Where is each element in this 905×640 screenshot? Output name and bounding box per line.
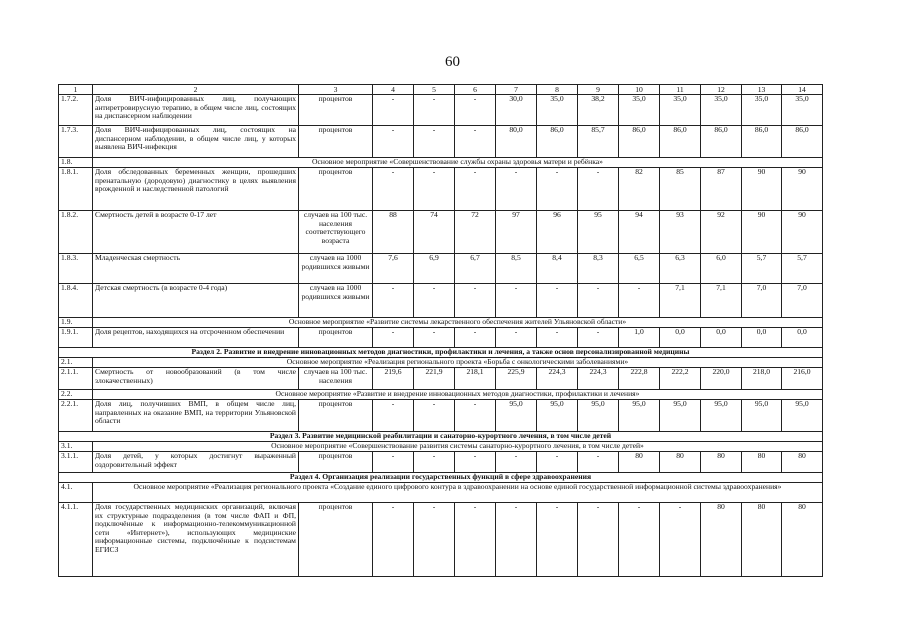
row-code: 1.8.1. [59,168,93,211]
value-cell: 96 [537,211,578,254]
value-cell: - [414,284,455,318]
value-cell: 6,9 [414,254,455,284]
value-cell: - [660,503,701,577]
value-cell: 90 [782,168,823,211]
value-cell: 72 [455,211,496,254]
indicator-name: Доля ВИЧ-инфицированных лиц, получающих антиретровирусную терапию, в общем числе лиц, состоящих на диспансерном наблюдении [93,95,299,126]
section-title: Основное мероприятие «Совершенствование службы охраны здоровья матери и ребёнка» [93,158,823,168]
value-cell: 8,4 [537,254,578,284]
value-cell: - [455,168,496,211]
table-row [59,211,823,254]
value-cell: - [537,452,578,473]
value-cell: 6,5 [619,254,660,284]
value-cell: - [414,452,455,473]
value-cell: 90 [742,211,782,254]
value-cell: - [496,452,537,473]
value-cell: 7,0 [782,284,823,318]
value-cell: 80,0 [496,126,537,158]
chapter-heading-row [59,473,823,483]
unit: случаев на 100 тыс. населения соответствующего возраста [299,211,373,254]
value-cell: 35,0 [701,95,742,126]
value-cell: 90 [742,168,782,211]
value-cell: 87 [701,168,742,211]
value-cell: 80 [701,452,742,473]
chapter-heading: Раздел 4. Организация реализации государственных функций в сфере здравоохранения [59,473,823,483]
row-code: 1.7.2. [59,95,93,126]
chapter-heading-row [59,348,823,358]
value-cell: - [455,126,496,158]
value-cell: 85,7 [578,126,619,158]
section-title: Основное мероприятие «Реализация регионального проекта «Борьба с онкологическими заболеваниями» [93,358,823,368]
value-cell: 216,0 [782,368,823,390]
value-cell: - [496,284,537,318]
page-number: 60 [445,54,460,70]
section-code: 1.8. [59,158,93,168]
value-cell: - [496,503,537,577]
indicator-name: Доля рецептов, находящихся на отсроченном обеспечении [93,328,299,348]
row-code: 2.2.1. [59,400,93,432]
value-cell: - [455,400,496,432]
table-row [59,168,823,211]
value-cell: 86,0 [537,126,578,158]
value-cell: 95,0 [701,400,742,432]
value-cell: 80 [742,503,782,577]
indicator-name: Младенческая смертность [93,254,299,284]
value-cell: 74 [414,211,455,254]
section-title: Основное мероприятие «Реализация регионального проекта «Создание единого цифрового контура в здравоохранении на основе единой государственной информационной системы здравоохранения» [93,483,823,503]
row-code: 3.1.1. [59,452,93,473]
table-row [59,95,823,126]
value-cell: 0,0 [782,328,823,348]
row-code: 2.1.1. [59,368,93,390]
value-cell: - [619,284,660,318]
chapter-heading: Раздел 3. Развитие медицинской реабилитации и санаторно-курортного лечения, в том числе детей [59,432,823,442]
value-cell: 80 [619,452,660,473]
value-cell: 95,0 [496,400,537,432]
section-code: 1.9. [59,318,93,328]
value-cell: - [373,452,414,473]
value-cell: - [373,328,414,348]
section-code: 2.2. [59,390,93,400]
value-cell: 95,0 [619,400,660,432]
value-cell: 35,0 [619,95,660,126]
section-code: 4.1. [59,483,93,503]
column-number: 10 [619,85,660,95]
value-cell: 225,9 [496,368,537,390]
value-cell: 82 [619,168,660,211]
column-number: 13 [742,85,782,95]
value-cell: - [414,503,455,577]
value-cell: 92 [701,211,742,254]
unit: процентов [299,400,373,432]
value-cell: 86,0 [660,126,701,158]
value-cell: 86,0 [619,126,660,158]
value-cell: 219,6 [373,368,414,390]
value-cell: 7,1 [660,284,701,318]
value-cell: - [414,400,455,432]
row-code: 1.8.3. [59,254,93,284]
unit: процентов [299,503,373,577]
column-number: 11 [660,85,701,95]
unit: процентов [299,452,373,473]
table-row [59,368,823,390]
column-number: 3 [299,85,373,95]
column-number: 6 [455,85,496,95]
value-cell: - [578,168,619,211]
value-cell: 0,0 [742,328,782,348]
value-cell: 95,0 [742,400,782,432]
value-cell: 7,1 [701,284,742,318]
value-cell: - [414,95,455,126]
table-row [59,284,823,318]
unit: случаев на 1000 родившихся живыми [299,254,373,284]
value-cell: - [619,503,660,577]
value-cell: 218,0 [742,368,782,390]
value-cell: 6,3 [660,254,701,284]
value-cell: 6,0 [701,254,742,284]
value-cell: 221,9 [414,368,455,390]
value-cell: 86,0 [782,126,823,158]
value-cell: - [373,95,414,126]
value-cell: - [496,328,537,348]
value-cell: - [414,328,455,348]
column-number: 14 [782,85,823,95]
value-cell: 0,0 [701,328,742,348]
section-row [59,358,823,368]
value-cell: 35,0 [537,95,578,126]
value-cell: 5,7 [742,254,782,284]
value-cell: 80 [782,503,823,577]
unit: случаев на 100 тыс. населения [299,368,373,390]
value-cell: - [537,284,578,318]
column-number: 4 [373,85,414,95]
value-cell: 80 [742,452,782,473]
value-cell: - [414,126,455,158]
value-cell: 95,0 [578,400,619,432]
value-cell: 95,0 [782,400,823,432]
section-code: 2.1. [59,358,93,368]
unit: случаев на 1000 родившихся живыми [299,284,373,318]
column-number: 2 [93,85,299,95]
value-cell: 8,3 [578,254,619,284]
section-row [59,442,823,452]
value-cell: - [455,452,496,473]
value-cell: 88 [373,211,414,254]
column-number: 5 [414,85,455,95]
column-number: 12 [701,85,742,95]
column-number: 8 [537,85,578,95]
value-cell: - [373,284,414,318]
value-cell: - [455,284,496,318]
table-row [59,328,823,348]
section-row [59,318,823,328]
value-cell: 224,3 [578,368,619,390]
row-code: 1.8.4. [59,284,93,318]
indicator-name: Доля обследованных беременных женщин, прошедших пренатальную (дородовую) диагностику в целях выявления врожденной и наследственной патологий [93,168,299,211]
value-cell: 35,0 [660,95,701,126]
indicator-name: Смертность детей в возрасте 0-17 лет [93,211,299,254]
value-cell: 35,0 [742,95,782,126]
value-cell: 95 [578,211,619,254]
value-cell: 8,5 [496,254,537,284]
value-cell: 38,2 [578,95,619,126]
column-number: 7 [496,85,537,95]
table-row [59,503,823,577]
value-cell: - [578,284,619,318]
value-cell: 80 [701,503,742,577]
indicator-name: Доля лиц, получивших ВМП, в общем числе лиц, направленных на оказание ВМП, на территории Ульяновской области [93,400,299,432]
value-cell: 222,2 [660,368,701,390]
value-cell: 0,0 [660,328,701,348]
indicator-name: Доля государственных медицинских организаций, включая их структурные подразделения (в том числе ФАП и ФП, подключённые к информационно-телекоммуникационной сети «Интернет»), использующих медицинские информационные системы, подключённые к подсистемам ЕГИСЗ [93,503,299,577]
value-cell: - [578,328,619,348]
value-cell: 95,0 [660,400,701,432]
value-cell: - [537,328,578,348]
section-title: Основное мероприятие «Развитие системы лекарственного обеспечения жителей Ульяновской области» [93,318,823,328]
column-number-row [59,85,823,95]
chapter-heading-row [59,432,823,442]
section-row [59,390,823,400]
column-number: 9 [578,85,619,95]
value-cell: - [414,168,455,211]
unit: процентов [299,328,373,348]
section-code: 3.1. [59,442,93,452]
row-code: 4.1.1. [59,503,93,577]
section-row [59,483,823,503]
row-code: 1.7.3. [59,126,93,158]
value-cell: 86,0 [701,126,742,158]
value-cell: 1,0 [619,328,660,348]
unit: процентов [299,168,373,211]
value-cell: - [373,503,414,577]
table-row [59,254,823,284]
section-title: Основное мероприятие «Совершенствование развития системы санаторно-курортного лечения, в том числе детей» [93,442,823,452]
indicator-name: Смертность от новообразований (в том числе злокачественных) [93,368,299,390]
value-cell: 222,8 [619,368,660,390]
value-cell: - [373,126,414,158]
value-cell: 90 [782,211,823,254]
row-code: 1.9.1. [59,328,93,348]
value-cell: 7,6 [373,254,414,284]
value-cell: 30,0 [496,95,537,126]
table-row [59,400,823,432]
value-cell: 5,7 [782,254,823,284]
value-cell: 80 [660,452,701,473]
unit: процентов [299,95,373,126]
value-cell: 97 [496,211,537,254]
value-cell: 86,0 [742,126,782,158]
value-cell: - [537,168,578,211]
row-code: 1.8.2. [59,211,93,254]
indicator-name: Доля ВИЧ-инфицированных лиц, состоящих на диспансерном наблюдении, в общем числе лиц, у которых выявлена ВИЧ-инфекция [93,126,299,158]
value-cell: - [496,168,537,211]
value-cell: - [578,452,619,473]
value-cell: - [537,503,578,577]
value-cell: 80 [782,452,823,473]
value-cell: - [373,400,414,432]
value-cell: - [578,503,619,577]
value-cell: 6,7 [455,254,496,284]
value-cell: 94 [619,211,660,254]
value-cell: - [455,328,496,348]
value-cell: 218,1 [455,368,496,390]
column-number: 1 [59,85,93,95]
value-cell: 95,0 [537,400,578,432]
value-cell: - [455,503,496,577]
value-cell: 224,3 [537,368,578,390]
indicator-name: Доля детей, у которых достигнут выраженный оздоровительный эффект [93,452,299,473]
section-row [59,158,823,168]
value-cell: 93 [660,211,701,254]
table-row [59,452,823,473]
value-cell: - [373,168,414,211]
unit: процентов [299,126,373,158]
table-row [59,126,823,158]
value-cell: 35,0 [782,95,823,126]
indicator-table [58,84,823,577]
chapter-heading: Раздел 2. Развитие и внедрение инновационных методов диагностики, профилактики и лечения, а также основ персонализированной медицины [59,348,823,358]
value-cell: 85 [660,168,701,211]
section-title: Основное мероприятие «Развитие и внедрение инновационных методов диагностики, профилактики и лечения» [93,390,823,400]
indicator-name: Детская смертность (в возрасте 0-4 года) [93,284,299,318]
value-cell: 7,0 [742,284,782,318]
value-cell: 220,0 [701,368,742,390]
value-cell: - [455,95,496,126]
